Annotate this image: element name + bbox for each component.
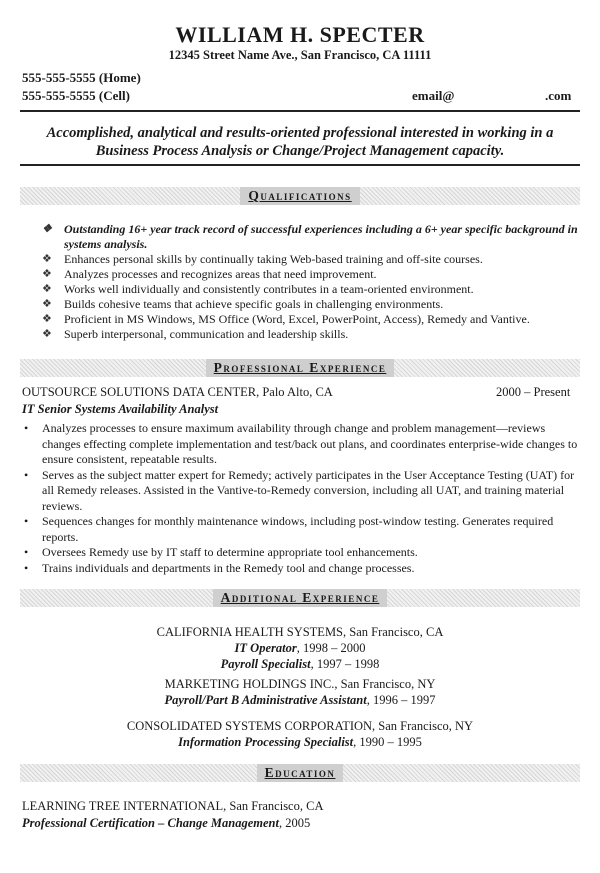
diamond-bullet-icon: ❖ <box>42 328 52 340</box>
diamond-bullet-icon: ❖ <box>42 283 52 295</box>
address: 12345 Street Name Ave., San Francisco, CA 11111 <box>168 48 432 62</box>
company-name: CALIFORNIA HEALTH SYSTEMS, San Francisco, CA <box>156 625 444 639</box>
list-item: ❖ Analyzes processes and recognizes areas that need improvement. <box>42 267 377 281</box>
divider-bottom <box>20 164 580 166</box>
diamond-bullet-icon: ❖ <box>42 313 52 325</box>
bullet-icon: • <box>24 545 29 559</box>
experience-list <box>20 421 580 576</box>
job-title: IT Senior Systems Availability Analyst <box>22 402 219 416</box>
divider-top <box>20 110 580 112</box>
section-bar-experience <box>20 359 580 377</box>
certification-line: Professional Certification – Change Management, 2005 <box>22 816 311 830</box>
email-prefix: email@ <box>412 88 455 103</box>
list-item: ❖ Works well individually and consistently contributes in a team-oriented environment. <box>42 282 474 296</box>
company-name: MARKETING HOLDINGS INC., San Francisco, NY <box>164 677 436 691</box>
role-line: Payroll Specialist, 1997 – 1998 <box>220 657 380 671</box>
list-item: • Trains individuals and departments in the Remedy tool and change processes. <box>24 560 415 575</box>
objective-statement: Accomplished, analytical and results-oriented professional interested in working in a Business Process Analysis or Change/Project Management capacity. <box>46 125 554 159</box>
diamond-bullet-icon: ❖ <box>42 253 52 265</box>
list-item: • Sequences changes for monthly maintenance windows, including post-window testing. Generates required reports. <box>24 514 554 544</box>
email-suffix: .com <box>545 88 572 103</box>
list-item: • Serves as the subject matter expert for Remedy; actively participates in the User Acceptance Testing (UAT) for all Remedy releases. Assisted in the Vantive-to-Remedy conversion, including all UAT, and training material reviews. <box>24 467 575 513</box>
list-item: • Analyzes processes to ensure maximum availability through change and problem management—reviews changes effecting complete implementation and test/back out plans, and coordinates enterprise-wide changes to ensure consistent, repeatable results. <box>24 421 578 466</box>
bullet-icon: • <box>24 560 29 575</box>
list-item: ❖ Outstanding 16+ year track record of successful experiences including a 6+ year specific background in systems analysis. <box>42 222 578 251</box>
employment-dates: 2000 – Present <box>496 385 571 399</box>
section-title-education: Education <box>257 764 344 782</box>
additional-block-3 <box>0 718 600 750</box>
candidate-name: WILLIAM H. SPECTER <box>175 22 425 47</box>
section-title-qualifications: Qualifications <box>240 187 359 205</box>
section-bar-additional <box>20 589 580 607</box>
additional-block-2 <box>0 676 600 708</box>
list-item: ❖ Enhances personal skills by continually taking Web-based training and off-site courses. <box>42 252 483 266</box>
list-item: ❖ Proficient in MS Windows, MS Office (Word, Excel, PowerPoint, Access), Remedy and Vantive. <box>42 312 530 326</box>
role-line: IT Operator, 1998 – 2000 <box>234 641 366 655</box>
diamond-bullet-icon: ❖ <box>42 223 52 235</box>
list-item: ❖ Builds cohesive teams that achieve specific goals in challenging environments. <box>42 297 444 311</box>
company-name: OUTSOURCE SOLUTIONS DATA CENTER, Palo Alto, CA <box>22 385 333 399</box>
list-item: • Oversees Remedy use by IT staff to determine appropriate tool enhancements. <box>24 545 418 559</box>
section-bar-qualifications <box>20 187 580 205</box>
school-name: LEARNING TREE INTERNATIONAL, San Francisco, CA <box>22 799 324 813</box>
section-title-additional: Additional Experience <box>213 589 388 607</box>
role-line: Payroll/Part B Administrative Assistant, 1996 – 1997 <box>164 693 436 707</box>
bullet-icon: • <box>24 467 29 482</box>
company-name: CONSOLIDATED SYSTEMS CORPORATION, San Francisco, NY <box>126 719 474 733</box>
phone-cell: 555-555-5555 (Cell) <box>22 88 130 103</box>
diamond-bullet-icon: ❖ <box>42 298 52 310</box>
qualifications-list <box>42 222 582 342</box>
list-item: ❖ Superb interpersonal, communication and leadership skills. <box>42 327 349 341</box>
phone-home: 555-555-5555 (Home) <box>22 70 141 85</box>
bullet-icon: • <box>24 514 29 528</box>
additional-block-1 <box>0 624 600 672</box>
section-title-experience: Professional Experience <box>206 359 395 377</box>
diamond-bullet-icon: ❖ <box>42 268 52 280</box>
section-bar-education <box>20 764 580 782</box>
bullet-icon: • <box>24 421 29 435</box>
role-line: Information Processing Specialist, 1990 – 1995 <box>178 735 422 749</box>
